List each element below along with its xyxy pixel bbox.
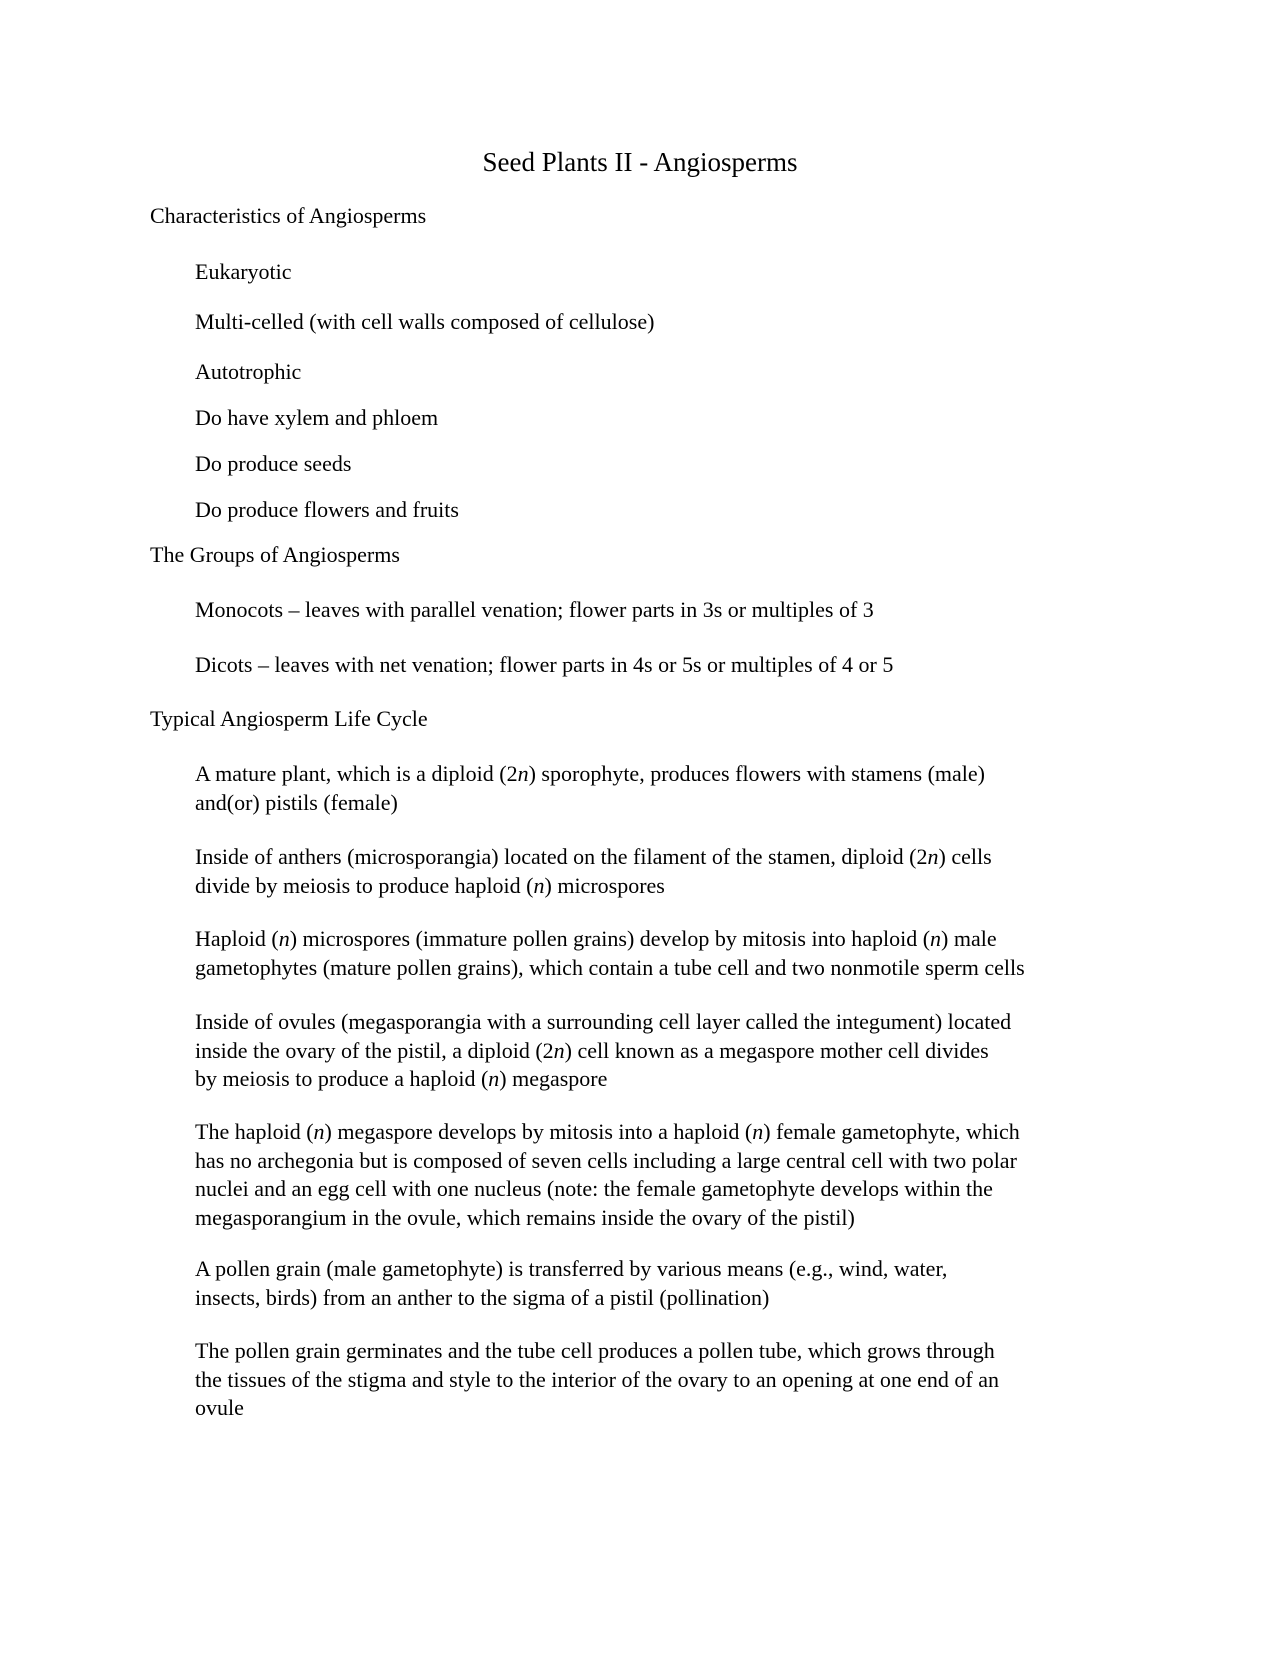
italic-symbol: n	[488, 1066, 500, 1091]
italic-symbol: n	[553, 1037, 565, 1063]
life-cycle-paragraph	[195, 1008, 1145, 1094]
life-cycle-paragraph	[195, 760, 1145, 817]
paragraph-line: the tissues of the stigma and style to the interior of the ovary to an opening at one end of an	[195, 1366, 1000, 1392]
list-item: Do produce seeds	[195, 451, 352, 476]
life-cycle-paragraph	[195, 1337, 1145, 1423]
italic-symbol: n	[752, 1119, 764, 1144]
italic-symbol: n	[278, 926, 290, 951]
paragraph-line: has no archegonia but is composed of seven cells including a large central cell with two polar	[195, 1147, 1017, 1173]
page-title: Seed Plants II - Angiosperms	[482, 147, 798, 177]
paragraph-line: and(or) pistils (female)	[195, 789, 398, 815]
life-cycle-paragraph	[195, 1255, 1145, 1312]
italic-symbol: n	[517, 761, 529, 786]
italic-symbol: n	[533, 872, 545, 898]
paragraph-line: divide by meiosis to produce haploid (n) microspores	[195, 872, 665, 898]
italic-symbol: n	[313, 1119, 325, 1144]
life-cycle-paragraph	[195, 843, 1145, 900]
paragraph-line: Inside of ovules (megasporangia with a surrounding cell layer called the integument) located	[195, 1009, 1012, 1034]
italic-symbol: n	[927, 844, 939, 869]
paragraph-line: Haploid (n) microspores (immature pollen grains) develop by mitosis into haploid (n) male	[195, 926, 997, 951]
paragraph-line: gametophytes (mature pollen grains), which contain a tube cell and two nonmotile sperm cells	[195, 954, 1025, 980]
paragraph-line: A mature plant, which is a diploid (2n) sporophyte, produces flowers with stamens (male)	[195, 761, 985, 786]
list-item: Do produce flowers and fruits	[195, 497, 459, 522]
life-cycle-paragraph	[195, 1118, 1145, 1232]
paragraph-line: Inside of anthers (microsporangia) located on the filament of the stamen, diploid (2n) cells	[195, 844, 992, 869]
list-item: Autotrophic	[195, 359, 302, 384]
paragraph-line: insects, birds) from an anther to the sigma of a pistil (pollination)	[195, 1284, 770, 1310]
italic-symbol: n	[930, 926, 942, 951]
list-item: Do have xylem and phloem	[195, 405, 439, 430]
paragraph-line: The haploid (n) megaspore develops by mitosis into a haploid (n) female gametophyte, which	[195, 1119, 1020, 1144]
paragraph-line: by meiosis to produce a haploid (n) megaspore	[195, 1066, 608, 1091]
paragraph-line: ovule	[195, 1395, 244, 1420]
list-item: Dicots – leaves with net venation; flower parts in 4s or 5s or multiples of 4 or 5	[195, 652, 894, 677]
paragraph-line: nuclei and an egg cell with one nucleus (note: the female gametophyte develops within the	[195, 1176, 993, 1201]
paragraph-line: A pollen grain (male gametophyte) is transferred by various means (e.g., wind, water,	[195, 1256, 948, 1281]
list-item: Eukaryotic	[195, 259, 292, 284]
paragraph-line: megasporangium in the ovule, which remains inside the ovary of the pistil)	[195, 1204, 855, 1230]
section-heading-characteristics: Characteristics of Angiosperms	[150, 203, 427, 228]
section-heading-groups: The Groups of Angiosperms	[150, 542, 400, 567]
list-item: Monocots – leaves with parallel venation; flower parts in 3s or multiples of 3	[195, 597, 874, 622]
section-heading-life-cycle: Typical Angiosperm Life Cycle	[150, 706, 428, 731]
list-item: Multi-celled (with cell walls composed of cellulose)	[195, 309, 655, 334]
life-cycle-paragraph	[195, 925, 1145, 982]
paragraph-line: inside the ovary of the pistil, a diploid (2n) cell known as a megaspore mother cell divides	[195, 1037, 989, 1063]
paragraph-line: The pollen grain germinates and the tube cell produces a pollen tube, which grows through	[195, 1338, 995, 1363]
